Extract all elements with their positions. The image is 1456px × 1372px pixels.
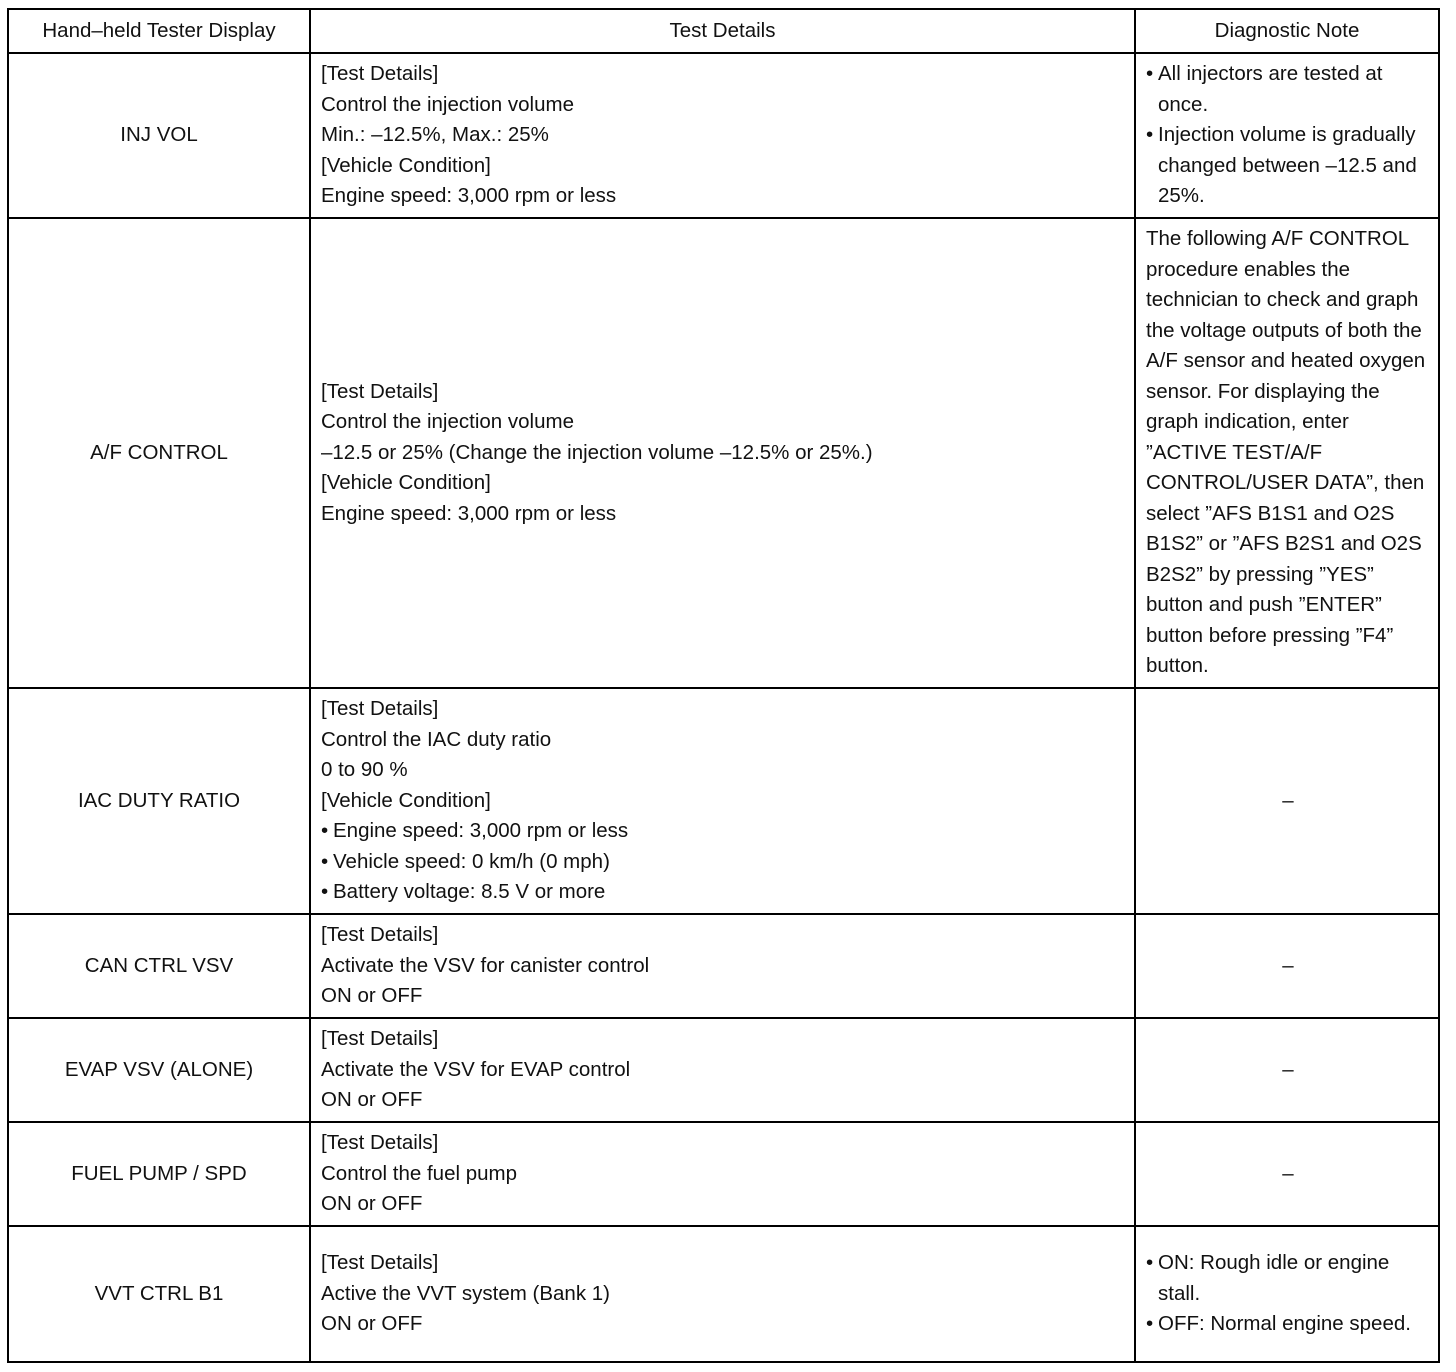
table-row bbox=[8, 1122, 1439, 1226]
detail-line: Min.: –12.5%, Max.: 25% bbox=[321, 123, 549, 147]
detail-line: Control the fuel pump bbox=[321, 1161, 518, 1185]
test-details-cell bbox=[310, 1122, 1135, 1226]
detail-line: [Test Details] bbox=[321, 1251, 439, 1275]
detail-line: –12.5 or 25% (Change the injection volume –12.5% or 25%.) bbox=[321, 440, 873, 464]
diagnostic-note-cell: The following A/F CONTROL procedure enables the technician to check and graph the voltage outputs of both the A/F sensor and heated oxygen sensor. For displaying the graph indication, enter ”ACTIVE TEST/A/F CONTROL/USER DATA”, then select ”AFS B1S1 and O2S B1S2” or ”AFS B2S1 and O2S B2S2” by pressing ”YES” button and push ”ENTER” button before pressing ”F4” button. bbox=[1135, 218, 1439, 688]
tester-display-cell: VVT CTRL B1 bbox=[8, 1226, 310, 1362]
detail-line: Active the VVT system (Bank 1) bbox=[321, 1281, 611, 1305]
diagnostic-note-cell: – bbox=[1135, 914, 1439, 1018]
detail-line: Engine speed: 3,000 rpm or less bbox=[321, 501, 617, 525]
diagnostic-note-cell bbox=[1135, 1226, 1439, 1362]
detail-bullet: • Engine speed: 3,000 rpm or less bbox=[321, 816, 1124, 847]
table-row bbox=[8, 1226, 1439, 1362]
active-test-table bbox=[7, 8, 1440, 1363]
table-row bbox=[8, 1018, 1439, 1122]
bullet-icon: • bbox=[321, 819, 329, 843]
header-diagnostic-note: Diagnostic Note bbox=[1135, 9, 1439, 53]
test-details-cell bbox=[310, 688, 1135, 914]
note-bullet: • All injectors are tested at once. bbox=[1146, 59, 1430, 120]
table-row bbox=[8, 53, 1439, 218]
detail-bullet: • Vehicle speed: 0 km/h (0 mph) bbox=[321, 847, 1124, 878]
header-row bbox=[8, 9, 1439, 53]
detail-line: ON or OFF bbox=[321, 1088, 423, 1112]
note-bullet: • OFF: Normal engine speed. bbox=[1146, 1309, 1430, 1340]
detail-line: [Test Details] bbox=[321, 697, 439, 721]
bullet-icon: • bbox=[1146, 62, 1154, 86]
test-details-cell bbox=[310, 53, 1135, 218]
detail-line: Activate the VSV for canister control bbox=[321, 953, 650, 977]
detail-line: Control the injection volume bbox=[321, 410, 574, 434]
detail-line: [Test Details] bbox=[321, 379, 439, 403]
detail-line: [Test Details] bbox=[321, 62, 439, 86]
table-row bbox=[8, 218, 1439, 688]
detail-line: Control the IAC duty ratio bbox=[321, 727, 552, 751]
detail-line: Activate the VSV for EVAP control bbox=[321, 1057, 631, 1081]
tester-display-cell: CAN CTRL VSV bbox=[8, 914, 310, 1018]
header-test-details: Test Details bbox=[310, 9, 1135, 53]
table-row bbox=[8, 914, 1439, 1018]
bullet-icon: • bbox=[1146, 1312, 1154, 1336]
detail-line: [Test Details] bbox=[321, 1131, 439, 1155]
detail-line: ON or OFF bbox=[321, 1312, 423, 1336]
bullet-icon: • bbox=[1146, 123, 1154, 147]
header-tester-display: Hand–held Tester Display bbox=[8, 9, 310, 53]
detail-line: Control the injection volume bbox=[321, 92, 574, 116]
tester-display-cell: A/F CONTROL bbox=[8, 218, 310, 688]
diagnostic-note-cell: – bbox=[1135, 1122, 1439, 1226]
table-row bbox=[8, 688, 1439, 914]
detail-line: [Vehicle Condition] bbox=[321, 471, 491, 495]
diagnostic-note-cell bbox=[1135, 53, 1439, 218]
detail-line: [Vehicle Condition] bbox=[321, 153, 491, 177]
diagnostic-note-cell: – bbox=[1135, 688, 1439, 914]
detail-line: [Test Details] bbox=[321, 923, 439, 947]
diagnostic-note-cell: – bbox=[1135, 1018, 1439, 1122]
tester-display-cell: EVAP VSV (ALONE) bbox=[8, 1018, 310, 1122]
test-details-cell bbox=[310, 1226, 1135, 1362]
detail-line: ON or OFF bbox=[321, 984, 423, 1008]
test-details-cell bbox=[310, 218, 1135, 688]
detail-line: ON or OFF bbox=[321, 1192, 423, 1216]
detail-bullet: • Battery voltage: 8.5 V or more bbox=[321, 877, 1124, 908]
detail-line: Engine speed: 3,000 rpm or less bbox=[321, 184, 617, 208]
detail-line: [Test Details] bbox=[321, 1027, 439, 1051]
tester-display-cell: FUEL PUMP / SPD bbox=[8, 1122, 310, 1226]
tester-display-cell: IAC DUTY RATIO bbox=[8, 688, 310, 914]
bullet-icon: • bbox=[321, 849, 329, 873]
test-details-cell bbox=[310, 1018, 1135, 1122]
detail-line: [Vehicle Condition] bbox=[321, 788, 491, 812]
test-details-cell bbox=[310, 914, 1135, 1018]
bullet-icon: • bbox=[1146, 1251, 1154, 1275]
detail-line: 0 to 90 % bbox=[321, 758, 408, 782]
note-bullet: • Injection volume is gradually changed between –12.5 and 25%. bbox=[1146, 120, 1430, 212]
note-bullet: • ON: Rough idle or engine stall. bbox=[1146, 1248, 1430, 1309]
tester-display-cell: INJ VOL bbox=[8, 53, 310, 218]
bullet-icon: • bbox=[321, 880, 329, 904]
